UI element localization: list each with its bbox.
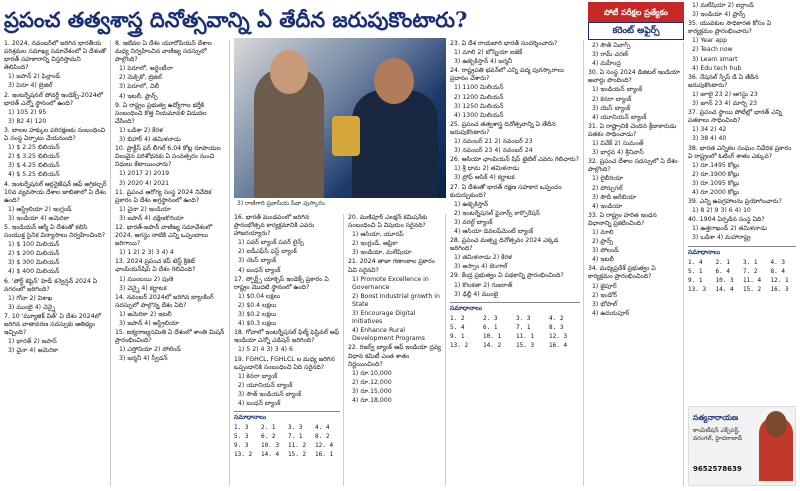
answer-option: 1) కొలకతా 2) గుజరాత్ [454, 281, 513, 289]
answer-option: 1) గోవా 2) విశాఖ [8, 294, 53, 302]
answer-option: 1) Year app [692, 37, 728, 45]
question-text: 37. ప్రపంచ స్థాయి పోటీల్లో భారత్ ఎన్ని పతకాలు సాధించింది? [688, 109, 783, 125]
answer-option: 1) $ 2.25 బిలియన్ [8, 144, 60, 152]
answer-option: 2) Boost Industrial growth in State [352, 292, 440, 308]
answer-option: 2) రూ.12,000 [352, 378, 392, 386]
answer-option: 3) చెన్నై 4) కర్ణాటక [119, 284, 167, 292]
answer-key-item: 6. 2 [261, 433, 276, 441]
answer-option: 2) 1200 మిలియన్ [454, 93, 504, 101]
answer-option: 3) ప్రోఫ్ ఆసిక్ 4) కర్ణాటక [454, 174, 515, 182]
question-text: 22. రిజర్వ్ బ్యాంక్ ఆఫ్ ఇండియా ద్రవ్య విధాన కమిటీ ఎంత శాతం నిర్ణయించింది? [348, 344, 441, 368]
answer-option: 3) పోలండ్ [592, 247, 619, 255]
question-text: 28. ప్రపంచ మత్స్య దినోత్సవం 2024 ఎక్కడ జరిగింది? [450, 237, 559, 253]
answer-key-item: 6. 1 [483, 323, 498, 331]
question-text: 21. 2024 తాజా గణాంకాల ప్రకారం ఏవి సరైనవి? [348, 258, 435, 274]
answer-option: 3) చైనా 4) అమెరికా [8, 347, 59, 355]
answer-option: 1) జూలై 23 2) ఆగస్టు 23 [692, 90, 758, 98]
answer-option: 3) సౌదీ అరేబియా [592, 193, 637, 201]
answer-option: 1) శ్రీ ధామ 2) తమిళనాడు [454, 165, 520, 173]
answer-option: 1) ముంబయి 2) పుణె [119, 275, 174, 283]
answer-key-item: 15. 3 [516, 342, 535, 350]
answer-option: 1) ఇండియన్ బ్యాంక్ [592, 86, 643, 94]
answer-option: 4) $ 400 మిలియన్ [8, 268, 60, 276]
answer-option: 3) 1250 మిలియన్ [454, 102, 504, 110]
answer-key-item: 1. 3 [234, 424, 249, 432]
question-text: 2. ఇంటర్నేషనల్ పోవర్టీ ఇండెక్స్-2024లో భారత్ ఎన్నో స్థానంలో ఉంది? [4, 91, 104, 107]
answer-option: 2) $ 3.25 బిలియన్ [8, 153, 60, 161]
question-text: 4. ఇంటర్నేషనల్ ఆర్గనైజేషన్ ఆఫ్ అగ్రికల్చర్ 10వ వ్యవసాయ దేశాల జాబితాలో ఏ దేశం ఉంది? [4, 180, 107, 204]
answer-option: 3) ఢిల్లీ 4) ముంబై [454, 290, 499, 298]
question-column-5 [450, 40, 584, 486]
answer-option: 3) పెరూలో, చిలీ [119, 83, 160, 91]
answer-option: 4) ఇటలీ [592, 256, 614, 264]
question-text: 6. 'పోర్ట్ కెప్టెన్' హెడ్ కన్వెన్షన్ 2024 ఏ నగరంలో జరిగింది? [4, 277, 98, 293]
answer-key-item: 7. 1 [516, 323, 531, 331]
answer-option: 1) లైబీరియా [592, 175, 624, 183]
answer-option: 1) ఎస్తోనియా 2) పోలెండ్ [119, 346, 181, 354]
answer-option: 1) పెరూలో, అర్జెంటీనా [119, 65, 173, 73]
answer-option: 1) ఆసియా, యూరప్ [352, 231, 404, 239]
answer-key-item: 12. 1 [770, 276, 789, 284]
answer-option: 1) ఉజ్బెకిస్తాన్ [454, 200, 489, 208]
answer-option: 3) రామ్ చరణ్ [592, 51, 628, 59]
answer-option: 3) నవంబర్ 23 4) నవంబర్ 24 [454, 147, 533, 155]
answer-option: 2) కెనరా బ్యాంక్ [592, 95, 632, 103]
answer-option: 1) ఒడిశా 2) కేరళ [119, 126, 164, 134]
question-text: 8. ఇటీవల ఏ దేశం యూరోపియన్ దేశాల మధ్య నిర్వహించిన వాణిజ్య సదస్సులో పాల్గొంది? [115, 40, 212, 64]
answer-option: 1) Promote Excellence in Governance [352, 275, 429, 291]
answer-option: 2) ఐడీఎఫ్‌సీ ఫస్ట్ బ్యాంక్ [238, 248, 297, 256]
question-text: 30. ఏ సంస్థ 2024 డిజిటల్ ఇండియా అవార్డు పొందింది? [588, 69, 680, 85]
answer-option: 3) వరల్డ్ బ్యాంక్ [454, 218, 493, 226]
answer-option: 2) మెక్సికో, బ్రెజిల్ [119, 74, 162, 82]
answer-key-item: 3. 3 [516, 314, 531, 322]
question-text: 11. ప్రపంచ ఆరోగ్య సంస్థ 2024 నివేదిక ప్రకారం ఏ దేశం అగ్రస్థానంలో ఉంది? [115, 188, 212, 204]
answer-option: 1) 8 2) 9 3) 6 4) 10 [692, 207, 751, 215]
answer-key-box [234, 411, 340, 459]
answer-option: 1) చైనా 2) ఇండియా [119, 205, 171, 213]
answer-key-item: 14. 4 [261, 451, 280, 459]
question-column-4 [348, 214, 446, 486]
answer-option: 4) మహీంద్ర [592, 60, 621, 68]
answer-key-item: 9. 3 [234, 442, 249, 450]
answer-key-grid [234, 424, 340, 459]
answer-key-item: 12. 3 [549, 333, 568, 340]
answer-key-item: 13. 3 [688, 285, 707, 293]
question-text: 14. నవంబర్ 2024లో జరిగిన బ్యాంకింగ్ సదస్సులో పాల్గొన్న దేశం ఏది? [115, 293, 214, 309]
answer-option: 2) ఇంగ్లండ్, ఆఫ్రికా [352, 240, 398, 248]
question-text: 27. ఏ దేశంతో భారత్ రక్షణ సహకార ఒప్పందం కుదుర్చుకుంది? [450, 183, 562, 199]
answer-option: 3) ఒడిశా 4) మహారాష్ట్ర [692, 234, 751, 242]
answer-option: 1) నవంబర్ 21 2) నవంబర్ 23 [454, 138, 533, 146]
answer-key-item: 16. 3 [770, 285, 789, 293]
answer-option: 1) తమిళనాడు 2) కేరళ [454, 254, 512, 262]
author-designation: కాంపిటీషన్ ఎక్స్‌పర్ట్, వరంగల్, హైదరాబాద్ [693, 427, 743, 442]
answer-key-item: 15. 2 [743, 285, 762, 293]
answer-option: 3) $ 4.25 బిలియన్ [8, 162, 60, 170]
answer-option: 3) Learn smart [692, 55, 738, 63]
answer-option: 1) 1100 మిలియన్ [454, 84, 504, 92]
answer-option: 1) జపాన్ 2) ఫిన్లాండ్ [8, 73, 61, 81]
answer-option: 3) ఇండియా, మలేషియా [352, 249, 412, 257]
answer-option: 1) 105 2) 95 [8, 108, 47, 116]
question-text: 12. భారత్-జపాన్ వాణిజ్య సమావేశంలో 2024, ఆగస్టు నాటికి ఎన్ని ఒప్పందాలు జరిగాయి? [115, 223, 213, 248]
answer-option: 4) బంధన్ బ్యాంక్ [238, 266, 281, 274]
answer-key-item: 8. 4 [770, 267, 785, 275]
answer-key-item: 8. 3 [549, 323, 564, 331]
answer-option: 3) సౌత్ ఇండియన్ బ్యాంక్ [238, 390, 302, 398]
answer-option: 3) జపాన్ 4) ఆస్ట్రేలియా [119, 320, 179, 327]
answer-option: 4) రూ.2000 కోట్లు [692, 188, 740, 196]
answer-key-item: 15. 2 [288, 451, 307, 459]
answer-key-item: 7. 1 [288, 433, 303, 441]
answer-key-item: 10. 3 [261, 442, 280, 450]
question-text: 24. రాష్ట్రపతి భవన్‌లో ఎన్ని పద్మ పురస్కారాలు ప్రదానం చేశారు? [450, 67, 564, 83]
award-photo [234, 38, 446, 198]
answer-option: 1) $ 100 మిలియన్ [8, 241, 60, 249]
answer-key-item: 10. 3 [715, 276, 734, 284]
answer-option: 1) రూ.10,000 [352, 369, 392, 377]
answer-option: 2) ఫ్రాన్స్ [592, 238, 614, 246]
answer-option: 1) ఉత్తరాఖండ్ 2) తమిళనాడు [692, 225, 768, 233]
question-text: 23. ఏ దేశ రాయబారి భారత్ సందర్శించారు? [450, 40, 558, 47]
answer-key-item: 3. 3 [288, 424, 303, 432]
answer-option: 2) పోర్చుగల్ [592, 184, 623, 192]
answer-option: 4) $0.3 లక్షలు [238, 320, 277, 328]
answer-option: 4) బంధన్ బ్యాంక్ [238, 399, 281, 407]
answer-option: 3) యెస్ బ్యాంక్ [592, 104, 631, 112]
sidebar-section-title: కరెంట్ అఫైర్స్ [588, 22, 684, 40]
answer-option: 1) కెనరా బ్యాంక్ [238, 372, 278, 380]
question-text: 15. ఐక్యరాజ్యసమితి ఏ దేశంలో శాంతి మిషన్ ప్రారంభించింది? [115, 329, 225, 345]
answer-option: 1) 2017 2) 2019 [119, 170, 170, 178]
award-trophy [332, 116, 360, 156]
answer-key-item: 4. 2 [549, 314, 564, 322]
answer-option: 3) $ 300 మిలియన్ [8, 259, 60, 267]
question-text: 10. ప్రాక్టీస్ ఫర్ లీగల్ 6,04 కోట్ల రూపాయల విలువైన పరిశోధనకు ఏ సంవత్సరం నుంచి నిధులు కేటాయించారు? [115, 145, 221, 169]
answer-option: 2) Teach now [692, 46, 733, 54]
answer-option: 3) జర్మనీ 4) స్వీడన్ [119, 355, 168, 363]
answer-key-item: 7. 2 [743, 267, 758, 275]
answer-key-item: 1. 2 [450, 314, 465, 322]
answer-key-box [450, 302, 580, 350]
answer-option: 3) ఉజ్బెకిస్తాన్ 4) జర్మనీ [454, 58, 513, 66]
answer-option: 4) ఇండియా [592, 202, 623, 210]
answer-key-item: 3. 1 [743, 258, 758, 266]
answer-key-item: 14. 2 [483, 342, 502, 350]
answer-option: 1) పవర్ బ్యాంక్ పవర్ లైన్స్ [238, 239, 304, 247]
question-column-3 [234, 214, 344, 486]
answer-key-item: 11. 2 [288, 442, 307, 450]
question-text: 35. యువకుల సాధికారత కోసం ఏ కార్యక్రమం ప్రారంభించారు? [688, 20, 772, 36]
question-text: 31. ఏ రాష్ట్రానికి చెందిన క్రీడాకారుడు పతకం సాధించాడు? [588, 122, 677, 138]
answer-option: 3) భోపాల్ [592, 300, 618, 308]
answer-option: 3) ఇండియా 4) ఫ్రాన్స్ [692, 11, 746, 19]
question-column-2 [115, 40, 230, 486]
question-column-6 [588, 42, 684, 486]
answer-option: 1) 5 2) 4 3) 3 4) 6 [238, 346, 293, 354]
article-headline: ప్రపంచ తత్వశాస్త్ర దినోత్సవాన్ని ఏ తేదీన జరుపుకొంటారు? [4, 7, 468, 32]
answer-key-grid [688, 259, 796, 294]
question-text: 34. మధ్యప్రదేశ్ ప్రభుత్వం ఏ కార్యక్రమం ప్రారంభించింది? [588, 265, 656, 281]
answer-option: 3) 82 4) 120 [8, 117, 47, 125]
person-right-figure [352, 90, 438, 198]
answer-key-title: సమాధానాలు [450, 304, 483, 312]
question-text: 26. ఆసియా ఛాంపియన్ షిప్ టైటిల్ ఎవరు గెలిచారు? [450, 156, 579, 164]
answer-option: 3) $0.2 లక్షలు [238, 311, 277, 319]
answer-option: 2) సౌత్ ఏవాగ్స్ [592, 42, 631, 49]
author-name: సత్యనారాయణ [693, 413, 739, 422]
answer-key-item: 2. 1 [715, 258, 730, 266]
question-text: 39. ఎన్ని ఉపగ్రహాలను ప్రయోగించారు? [688, 198, 782, 206]
question-column-7 [688, 2, 796, 386]
answer-key-item: 13. 2 [450, 342, 469, 350]
answer-key-item: 4. 4 [315, 424, 330, 432]
answer-key-item: 2. 3 [483, 314, 498, 322]
answer-option: 4) ఉదయపూర్ [592, 309, 630, 317]
question-text: 29. కేంద్ర ప్రభుత్వం ఏ పథకాన్ని ప్రారంభించింది? [450, 272, 564, 280]
answer-key-item: 9. 1 [688, 276, 703, 284]
answer-option: 3) బిహార్ 4) తమిళనాడు [119, 136, 181, 144]
answer-option: 2) $0.4 లక్షలు [238, 301, 277, 309]
answer-key-item: 11. 4 [743, 276, 762, 284]
answer-option: 3) రూ.15,000 [352, 387, 392, 395]
answer-option: 3) అస్సాం 4) బెంగాల్ [454, 263, 508, 271]
question-text: 9. ఏ రాష్ట్రం ప్రభుత్వ ఉద్యోగాల భర్తీకి సంబంధించి కొత్త నియమావళి విడుదల చేసింది? [115, 101, 207, 125]
question-text: 33. ఏ రాష్ట్రం హరిత ఇంధన విధానాన్ని ప్రకటించింది? [588, 211, 657, 227]
question-text: 16. భారత్ మండపంలో జరిగిన ప్రారంభోత్సవ కార్యక్రమానికి ఎవరు హాజరయ్యారు? [234, 214, 315, 238]
question-text: 19. FGHCL, FGHLCL ల మధ్య జరిగిన ఒప్పందానికి సంబంధించి ఏది సరైనది? [234, 355, 335, 371]
question-text: 1. 2024, నవంబర్‌లో జరిగిన భారతీయ పరిశ్రమల సమాఖ్య సమావేశంలో ఏ దేశంతో భారత్ సహకారాన్ని విస్తరిస్తామని తెలిపింది? [4, 40, 107, 72]
answer-key-box [688, 246, 796, 294]
answer-option: 4) 1300 మిలియన్ [454, 111, 504, 119]
question-text: 18. గోవాలో ఇంటర్నేషనల్ ఫిల్మ్ ఫెస్టివల్ ఆఫ్ ఇండియా ఎన్నో ఎడిషన్ జరిగింది? [234, 329, 340, 345]
answer-key-item: 13. 2 [234, 451, 253, 459]
answer-option: 2) రూ.1900 కోట్లు [692, 170, 740, 178]
answer-key-item: 4. 3 [770, 258, 785, 266]
answer-option: 4) $ 5.25 బిలియన్ [8, 171, 60, 179]
answer-option: 4) Enhance Rural Development Programs [352, 327, 425, 343]
answer-option: 3) ఇండియా 4) అమెరికా [8, 214, 70, 222]
answer-option: 3) ముంబై 4) చెన్నై [8, 303, 56, 311]
answer-option: 1) భారత్ 2) జపాన్ [8, 338, 57, 346]
answer-option: 1) అమెరికా 2) ఇటలీ [119, 310, 172, 318]
answer-option: 3) పెరూ 4) బ్రెజిల్ [8, 82, 53, 90]
answer-option: 3) భార్గవ 4) శ్రీనివాస్ [592, 149, 644, 157]
answer-option: 3) Encourage Digital Initiatives [352, 310, 416, 326]
question-text: 5. ఇండియన్ ఆర్మీ ఏ దేశంతో కలిసి సంయుక్త సైనిక విన్యాసాలు నిర్వహించింది? [4, 223, 106, 240]
answer-key-item: 16. 4 [549, 342, 568, 350]
answer-option: 1) మలేషియా 2) ఐర్లాండ్ [692, 2, 754, 9]
answer-option: 4) ఇటలీ, ఫ్రాన్స్ [119, 92, 158, 100]
answer-option: 1) 1 2) 2 3) 3 4) 4 [119, 249, 174, 257]
question-text: 7. 10 'మ్యూజిక్ విత్' ఏ దేశం 2024లో జరిగిన వాతావరణ సదస్సుకు ఆతిథ్యం ఇచ్చింది? [4, 312, 101, 337]
question-text: 25. ప్రపంచ తత్వశాస్త్ర దినోత్సవాన్ని ఏ తేదీన జరుపుకొంటారు? [450, 120, 556, 136]
question-text: 32. ప్రపంచ దేశాల సదస్సులో ఏ దేశం పాల్గొంది? [588, 158, 678, 174]
answer-option: 2) ఇంటర్నేషనల్ ఫైనాన్స్ కార్పొరేషన్ [454, 209, 540, 217]
answer-option: 1) $0.04 లక్షలు [238, 292, 281, 300]
answer-option: 4) రూ.18,000 [352, 396, 392, 404]
answer-option: 3) రూ.1095 కోట్లు [692, 179, 740, 187]
answer-option: 4) యూనియన్ బ్యాంక్ [592, 113, 647, 121]
question-text: 38. భారత ఎన్నికల సంఘం నివేదిక ప్రకారం ఏ రాష్ట్రంలో ఓటింగ్ శాతం ఎక్కువ? [688, 144, 792, 160]
question-text: 17. స్పోర్ట్స్ యాక్సెస్ ఇండెక్స్ ప్రకారం ఏ రాష్ట్రం మొదటి స్థానంలో ఉంది? [234, 275, 329, 291]
answer-option: 2) ఇండోర్ [592, 291, 618, 299]
answer-option: 3) జపాన్ 4) దక్షిణకొరియా [119, 214, 184, 222]
answer-key-title: సమాధానాలు [688, 248, 721, 256]
question-text: 40. 1904 ఏర్పడిన సంస్థ ఏది? [688, 216, 765, 224]
answer-option: 1) వివేక్ 2) సుమంత్ [592, 140, 644, 148]
photo-caption: 3) రాణిగారి ప్రవాసీయ సేవా పుస్కారం [237, 200, 325, 207]
answer-option: 1) ఆస్ట్రేలియా 2) ఇంగ్లండ్ [8, 205, 72, 213]
question-column-1 [4, 40, 111, 486]
answer-option: 1) మాలి 2) బోస్నియా ఐజెక్ [454, 49, 523, 57]
answer-option: 2) యూనియన్ బ్యాంక్ [238, 381, 293, 389]
answer-key-title: సమాధానాలు [234, 414, 267, 422]
answer-key-grid [450, 315, 580, 350]
question-text: 3. బాలల హక్కుల పరిరక్షణకు సంబంధించి ఏ సంస్థ ఏర్పాటు చేయనుంది? [4, 126, 106, 143]
answer-key-item: 16. 1 [315, 451, 334, 459]
answer-key-item: 9. 1 [450, 333, 465, 340]
question-text: 20. మణిపూర్ ఎలక్షన్ కమిషన్‌కు సంబంధించి ఏ విషయం సరైనది? [348, 214, 428, 230]
answer-key-item: 1. 4 [688, 258, 703, 266]
answer-option: 4) Edu tech hub [692, 64, 742, 72]
answer-option: 1) రూ.1495 కోట్లు [692, 161, 740, 169]
answer-option: 1) జైపూర్ [592, 282, 617, 290]
person-left-head [270, 50, 308, 94]
answer-option: 3) జూన్ 23 4) మార్చి 23 [692, 100, 758, 108]
answer-key-item: 5. 1 [688, 267, 703, 275]
answer-key-item: 5. 3 [234, 433, 249, 441]
question-text: 13. 2024 ప్రపంచ కప్ టెస్ట్ క్రికెట్ ఛాంపియన్‌షిప్ ఏ దేశం గెలిచింది? [115, 258, 196, 274]
answer-key-item: 5. 4 [450, 323, 465, 331]
answer-option: 3) యెస్ బ్యాంక్ [238, 257, 277, 265]
person-right-head [374, 58, 414, 104]
author-photo-head [765, 411, 787, 437]
answer-option: 1) 34 2) 42 [692, 126, 727, 134]
answer-option: 4) ఆసియా డెవలప్‌మెంట్ బ్యాంక్ [454, 227, 534, 235]
answer-option: 2) $ 200 మిలియన్ [8, 250, 60, 258]
answer-option: 3) 2020 4) 2021 [119, 179, 170, 187]
answer-option: 1) మాలి [592, 228, 614, 236]
answer-key-item: 2. 1 [261, 424, 276, 432]
author-card [688, 406, 796, 486]
answer-option: 3) 38 4) 40 [692, 135, 727, 143]
question-text: 36. నేషనల్ స్పేస్ డే ఏ తేదీన జరుపుకొంటారు? [688, 73, 759, 89]
sidebar-section-header: పోటీ పరీక్షల ప్రత్యేకం [588, 2, 684, 24]
answer-key-item: 6. 4 [715, 267, 730, 275]
answer-key-item: 14. 4 [715, 285, 734, 293]
answer-key-item: 12. 4 [315, 442, 334, 450]
author-phone: 9652578639 [693, 465, 742, 473]
answer-key-item: 8. 2 [315, 433, 330, 441]
answer-key-item: 10. 1 [483, 333, 502, 340]
answer-key-item: 11. 1 [516, 333, 535, 340]
